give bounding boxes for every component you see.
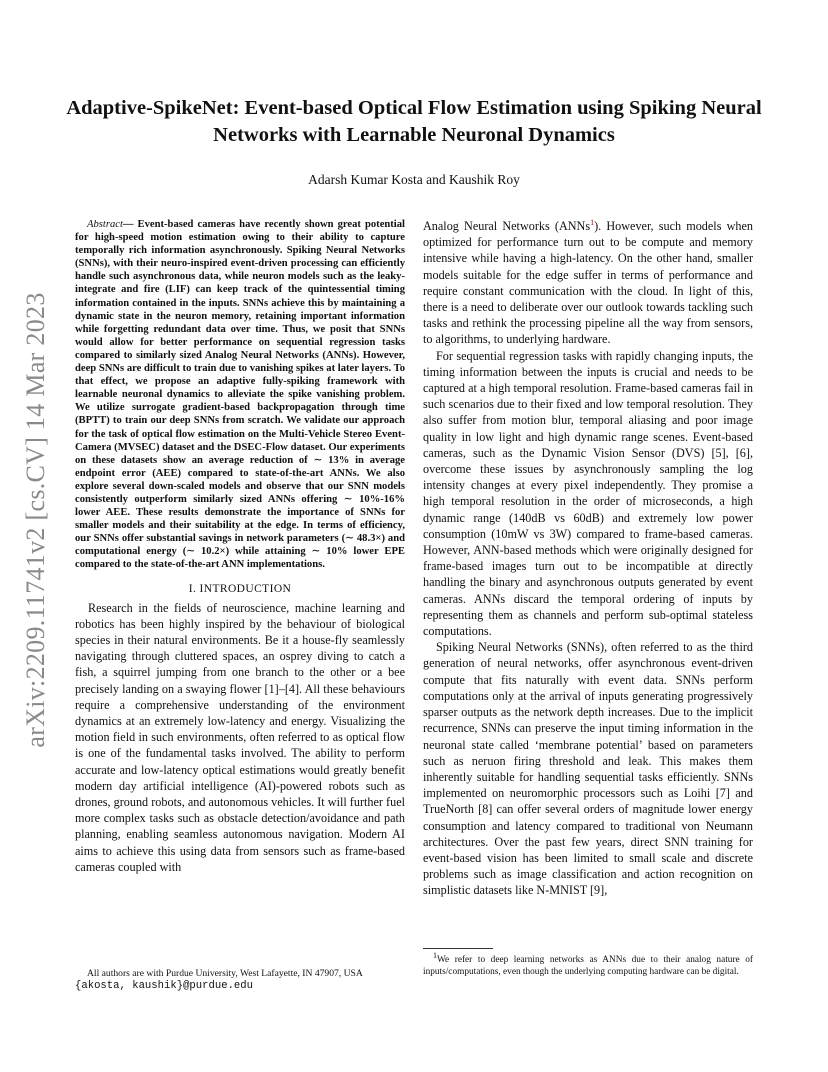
- footnote-ann: [423, 950, 753, 978]
- right-column: [423, 218, 753, 899]
- paper-title: Adaptive-SpikeNet: Event-based Optical Flow Estimation using Spiking Neural Networks with Learnable Neuronal Dynamics: [66, 97, 762, 146]
- paper-authors: Adarsh Kumar Kosta and Kaushik Roy: [308, 172, 520, 187]
- author-email: {akosta, kaushik}@purdue.edu: [75, 980, 254, 992]
- footnote-marker-link[interactable]: 1: [590, 217, 595, 227]
- intro-paragraph-right-2: For sequential regression tasks with rapidly changing inputs, the timing information between the inputs is crucial and needs to be captured at a high temporal resolution. Frame-based cameras fail in such scenarios due to their fixed and low temporal resolution. They also suffer from motion blur, temporal aliasing and poor image quality in low light and high dynamic range scenes. Event-based cameras, such as the Dynamic Vision Sensor (DVS) [5], [6], overcome these issues by asynchronously sampling the log intensity changes at every pixel independently. They promise a high temporal resolution in the order of microseconds, a high dynamic range (140dB vs 60dB) and extremely low power consumption (10mW vs 3W) compared to frame-based cameras. However, ANN-based methods which were originally designed for frame-based images turn out to be incompatible at directly handling the binary and asynchronous outputs generated by event cameras. ANNs discard the temporal ordering of inputs by representing them as channels and perform sub-optimal stateless computations.: [423, 348, 753, 639]
- section-heading-introduction: I. INTRODUCTION: [188, 582, 292, 595]
- intro-paragraph-right-3: Spiking Neural Networks (SNNs), often referred to as the third generation of neural networks, offer asynchronous event-driven compute that fits naturally with event data. SNNs perform computations only at the arrival of inputs generating progressively sparser outputs as the network depth increases. Due to the implicit recurrence, SNNs can preserve the input timing information in the neuronal state called ‘membrane potential’ based on parameters such as neruon firing threshold and leak. This makes them inherently suitable for handling sequential tasks efficiently. SNNs implemented on neuromorphic processors such as Loihi [7] and TrueNorth [8] can offer several orders of magnitude lower energy consumption and latency compared to traditional von Neumann architectures. Over the past few years, direct SNN training for event-based vision has been limited to small scale and discrete problems such as image classification and action recognition on simplistic datasets like N-MNIST [9],: [423, 640, 753, 898]
- abstract-text: — Event-based cameras have recently shown great potential for high-speed motion estimation owing to their ability to capture temporally rich information asynchronously. Spiking Neural Networks (SNNs), with their neuro-inspired event-driven processing can efficiently handle such asynchronous data, while neuron models such as the leaky-integrate and fire (LIF) can keep track of the quintessential timing information contained in the inputs. SNNs achieve this by maintaining a dynamic state in the neuron memory, retaining important information while forgetting redundant data over time. Thus, we posit that SNNs would allow for better performance on sequential regression tasks compared to similarly sized Analog Neural Networks (ANNs). However, deep SNNs are difficult to train due to vanishing spikes at later layers. To that effect, we propose an adaptive fully-spiking framework with learnable neuronal dynamics to alleviate the spike vanishing problem. We utilize surrogate gradient-based backpropagation through time (BPTT) to train our deep SNNs from scratch. We validate our approach for the task of optical flow estimation on the Multi-Vehicle Stereo Event-Camera (MVSEC) dataset and the DSEC-Flow dataset. Our experiments on these datasets show an average reduction of ∼ 13% in average endpoint error (AEE) compared to state-of-the-art ANNs. We also explore several down-scaled models and observe that our SNN models consistently outperform similarly sized ANNs offering ∼ 10%-16% lower AEE. These results demonstrate the importance of SNNs for smaller models and their suitability at the edge. In terms of efficiency, our SNNs offer substantial savings in network parameters (∼ 48.3×) and computational energy (∼ 10.2×) while attaining ∼ 10% lower EPE compared to the state-of-the-art ANN implementations.: [75, 219, 405, 571]
- para1-start: Analog Neural Networks (ANNs: [423, 219, 591, 233]
- intro-paragraph-left: Research in the fields of neuroscience, machine learning and robotics has been highly inspired by the behaviour of biological species in their natural environments. Be it a house-fly seamlessly navigating through cluttered spaces, an osprey diving to catch a fish, a squirrel jumping from one branch to the other or a bee precisely landing on a swaying flower [1]–[4]. All these behaviours require a comprehensive understanding of the environment dynamics at an extremely low-latency and energy. Visualizing the motion field in such environments, often referred to as optical flow is one of the fundamental tasks involved. The ability to perform accurate and low-latency optical estimations would greatly benefit modern day artificial intelligence (AI)-powered robots such as drones, ground robots, and autonomous vehicles. It will further fuel more complex tasks such as obstacle detection/avoidance and path planning, enabling seamless autonomous navigation. Modern AI aims to achieve this using data from sensors such as frame-based cameras coupled with: [75, 600, 405, 874]
- affiliation-text: All authors are with Purdue University, West Lafayette, IN 47907, USA: [87, 968, 363, 979]
- left-column: [75, 218, 405, 875]
- abstract-lead: Abstract: [87, 219, 123, 230]
- intro-paragraph-right-1: [423, 218, 753, 348]
- footnote-number: 1: [433, 950, 437, 960]
- arxiv-side-identifier: [16, 280, 56, 760]
- abstract: [75, 218, 405, 572]
- arxiv-id-text: arXiv:2209.11741v2 [cs.CV] 14 Mar 2023: [21, 292, 50, 748]
- para1-rest: ). However, such models when optimized for performance turn out to be compute and memory intensive while having a high-latency. On the other hand, smaller models suitable for the edge suffer in terms of performance and require constant communication with the cloud. In light of this, there is a need to deliberate over our outlook towards tackling such tasks and rethink the processing pipeline all the way from sensors, to algorithms, to underlying hardware.: [423, 219, 753, 347]
- footnote-rule: [423, 948, 493, 949]
- affiliation-footnote: [75, 968, 405, 992]
- footnote-ann-text: We refer to deep learning networks as ANNs due to their analog nature of inputs/computations, even though the underlying computing hardware can be digital.: [423, 955, 753, 977]
